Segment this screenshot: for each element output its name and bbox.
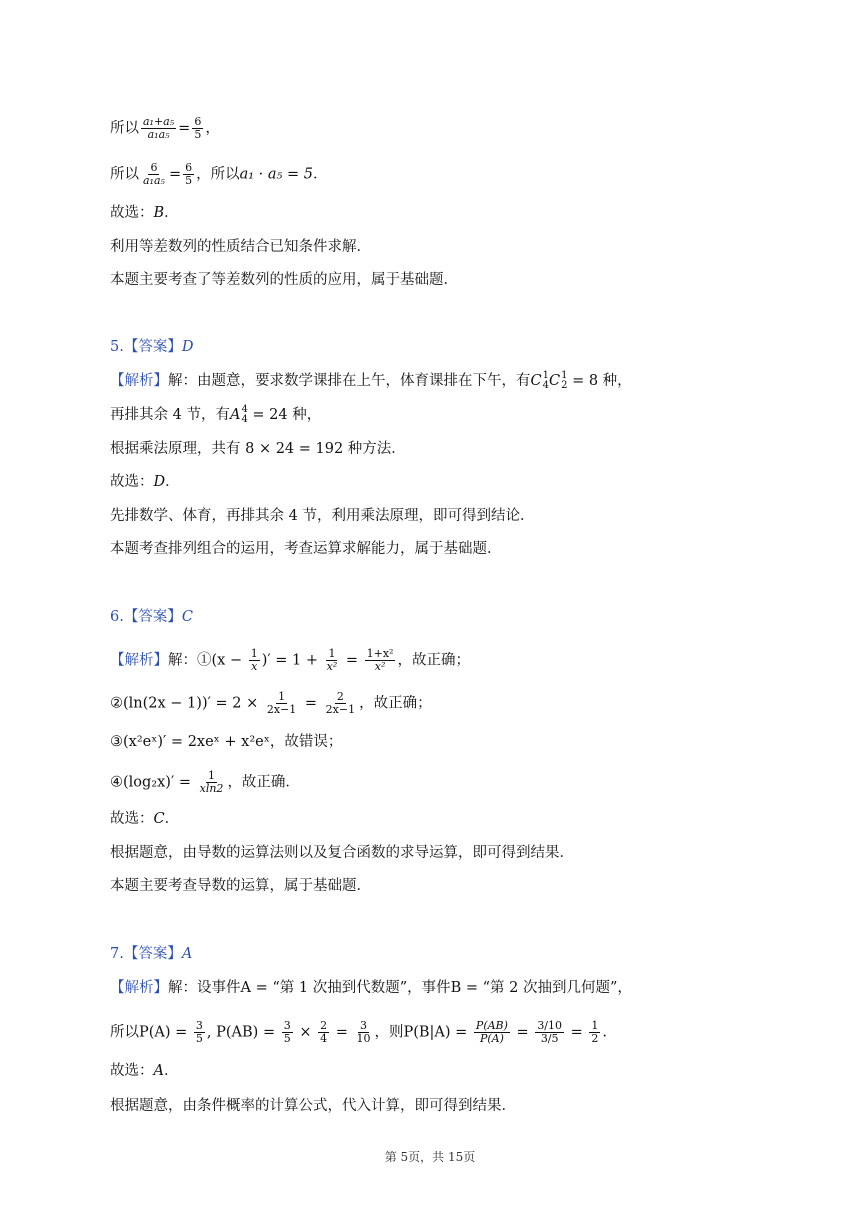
q6-hint: 根据题意，由导数的运算法则以及复合函数的求导运算，即可得到结果． <box>110 845 574 861</box>
q4-line-1: 所以 $\frac{\text{a₁+a₅}}{\text{a₁a₅}}$ = $\frac{6}{5}$ ， <box>110 115 220 141</box>
q4-hint: 利用等差数列的性质结合已知条件求解． <box>110 239 371 255</box>
q4-choose: 故选：B． <box>110 205 179 221</box>
q6-line-2: ②(ln(2x − 1))′ = 2 × $\frac{1}{2x-1}$ = $\frac{2}{2x-1}$ ，故正确； <box>110 690 432 716</box>
q6-line-3: ③(x²eˣ)′ = 2xeˣ + x²eˣ，故错误； <box>110 734 343 750</box>
q7-line-2: 所以P(A) = $\frac{3}{5}$ , P(AB) = $\frac{3}{5}$ × $\frac{2}{4}$ = $\frac{3}{10}$ ，则P(B|A) = $\frac{P(AB)}{P(A)}$ = $\frac{3/10}{3/5}$ = $\frac{1}{2}$ . <box>110 1019 607 1045</box>
q5-hint: 先排数学、体育，再排其余 4 节，利用乘法原理，即可得到结论． <box>110 508 535 524</box>
q5-answer-heading: 5.【答案】D <box>110 339 194 355</box>
page-footer: 第 5页，共 15页 <box>384 1150 476 1164</box>
q5-line-3: 根据乘法原理，共有 8 × 24 = 192 种方法． <box>110 441 406 457</box>
q7-choose: 故选：A． <box>110 1063 179 1079</box>
q4-line-2: 所以 $\frac{6}{\text{a₁a₅}}$ = $\frac{6}{5}$ ，所以a₁ · a₅ = 5． <box>110 161 328 187</box>
q4-comment: 本题主要考查了等差数列的性质的应用，属于基础题． <box>110 272 458 288</box>
q7-hint: 根据题意，由条件概率的计算公式，代入计算，即可得到结果． <box>110 1098 516 1114</box>
q5-comment: 本题考查排列组合的运用，考查运算求解能力，属于基础题． <box>110 541 502 557</box>
q5-choose: 故选：D． <box>110 474 180 490</box>
q7-answer-heading: 7.【答案】A <box>110 946 193 962</box>
q6-choose: 故选：C． <box>110 811 180 827</box>
q5-line-1: 【解析】解：由题意，要求数学课排在上午，体育课排在下午，有C 1 4 C 1 2 = 8 种， <box>110 370 632 391</box>
q7-line-1: 【解析】解：设事件A = “第 1 次抽到代数题”，事件B = “第 2 次抽到几何题”， <box>110 980 632 996</box>
q6-line-4: ④(log₂x)′ = $\frac{1}{xln2}$ ，故正确． <box>110 769 300 795</box>
q6-line-1: 【解析】解：①(x − $\frac{1}{x}$ )′ = 1 + $\frac{1}{\text{x²}}$ = $\frac{\text{1+x²}}{\text{x²}}$ ，故正确； <box>110 647 470 673</box>
q6-comment: 本题主要考查导数的运算，属于基础题． <box>110 878 371 894</box>
q5-line-2: 再排其余 4 节，有A 4 4 = 24 种， <box>110 404 322 425</box>
q6-answer-heading: 6.【答案】C <box>110 609 193 625</box>
